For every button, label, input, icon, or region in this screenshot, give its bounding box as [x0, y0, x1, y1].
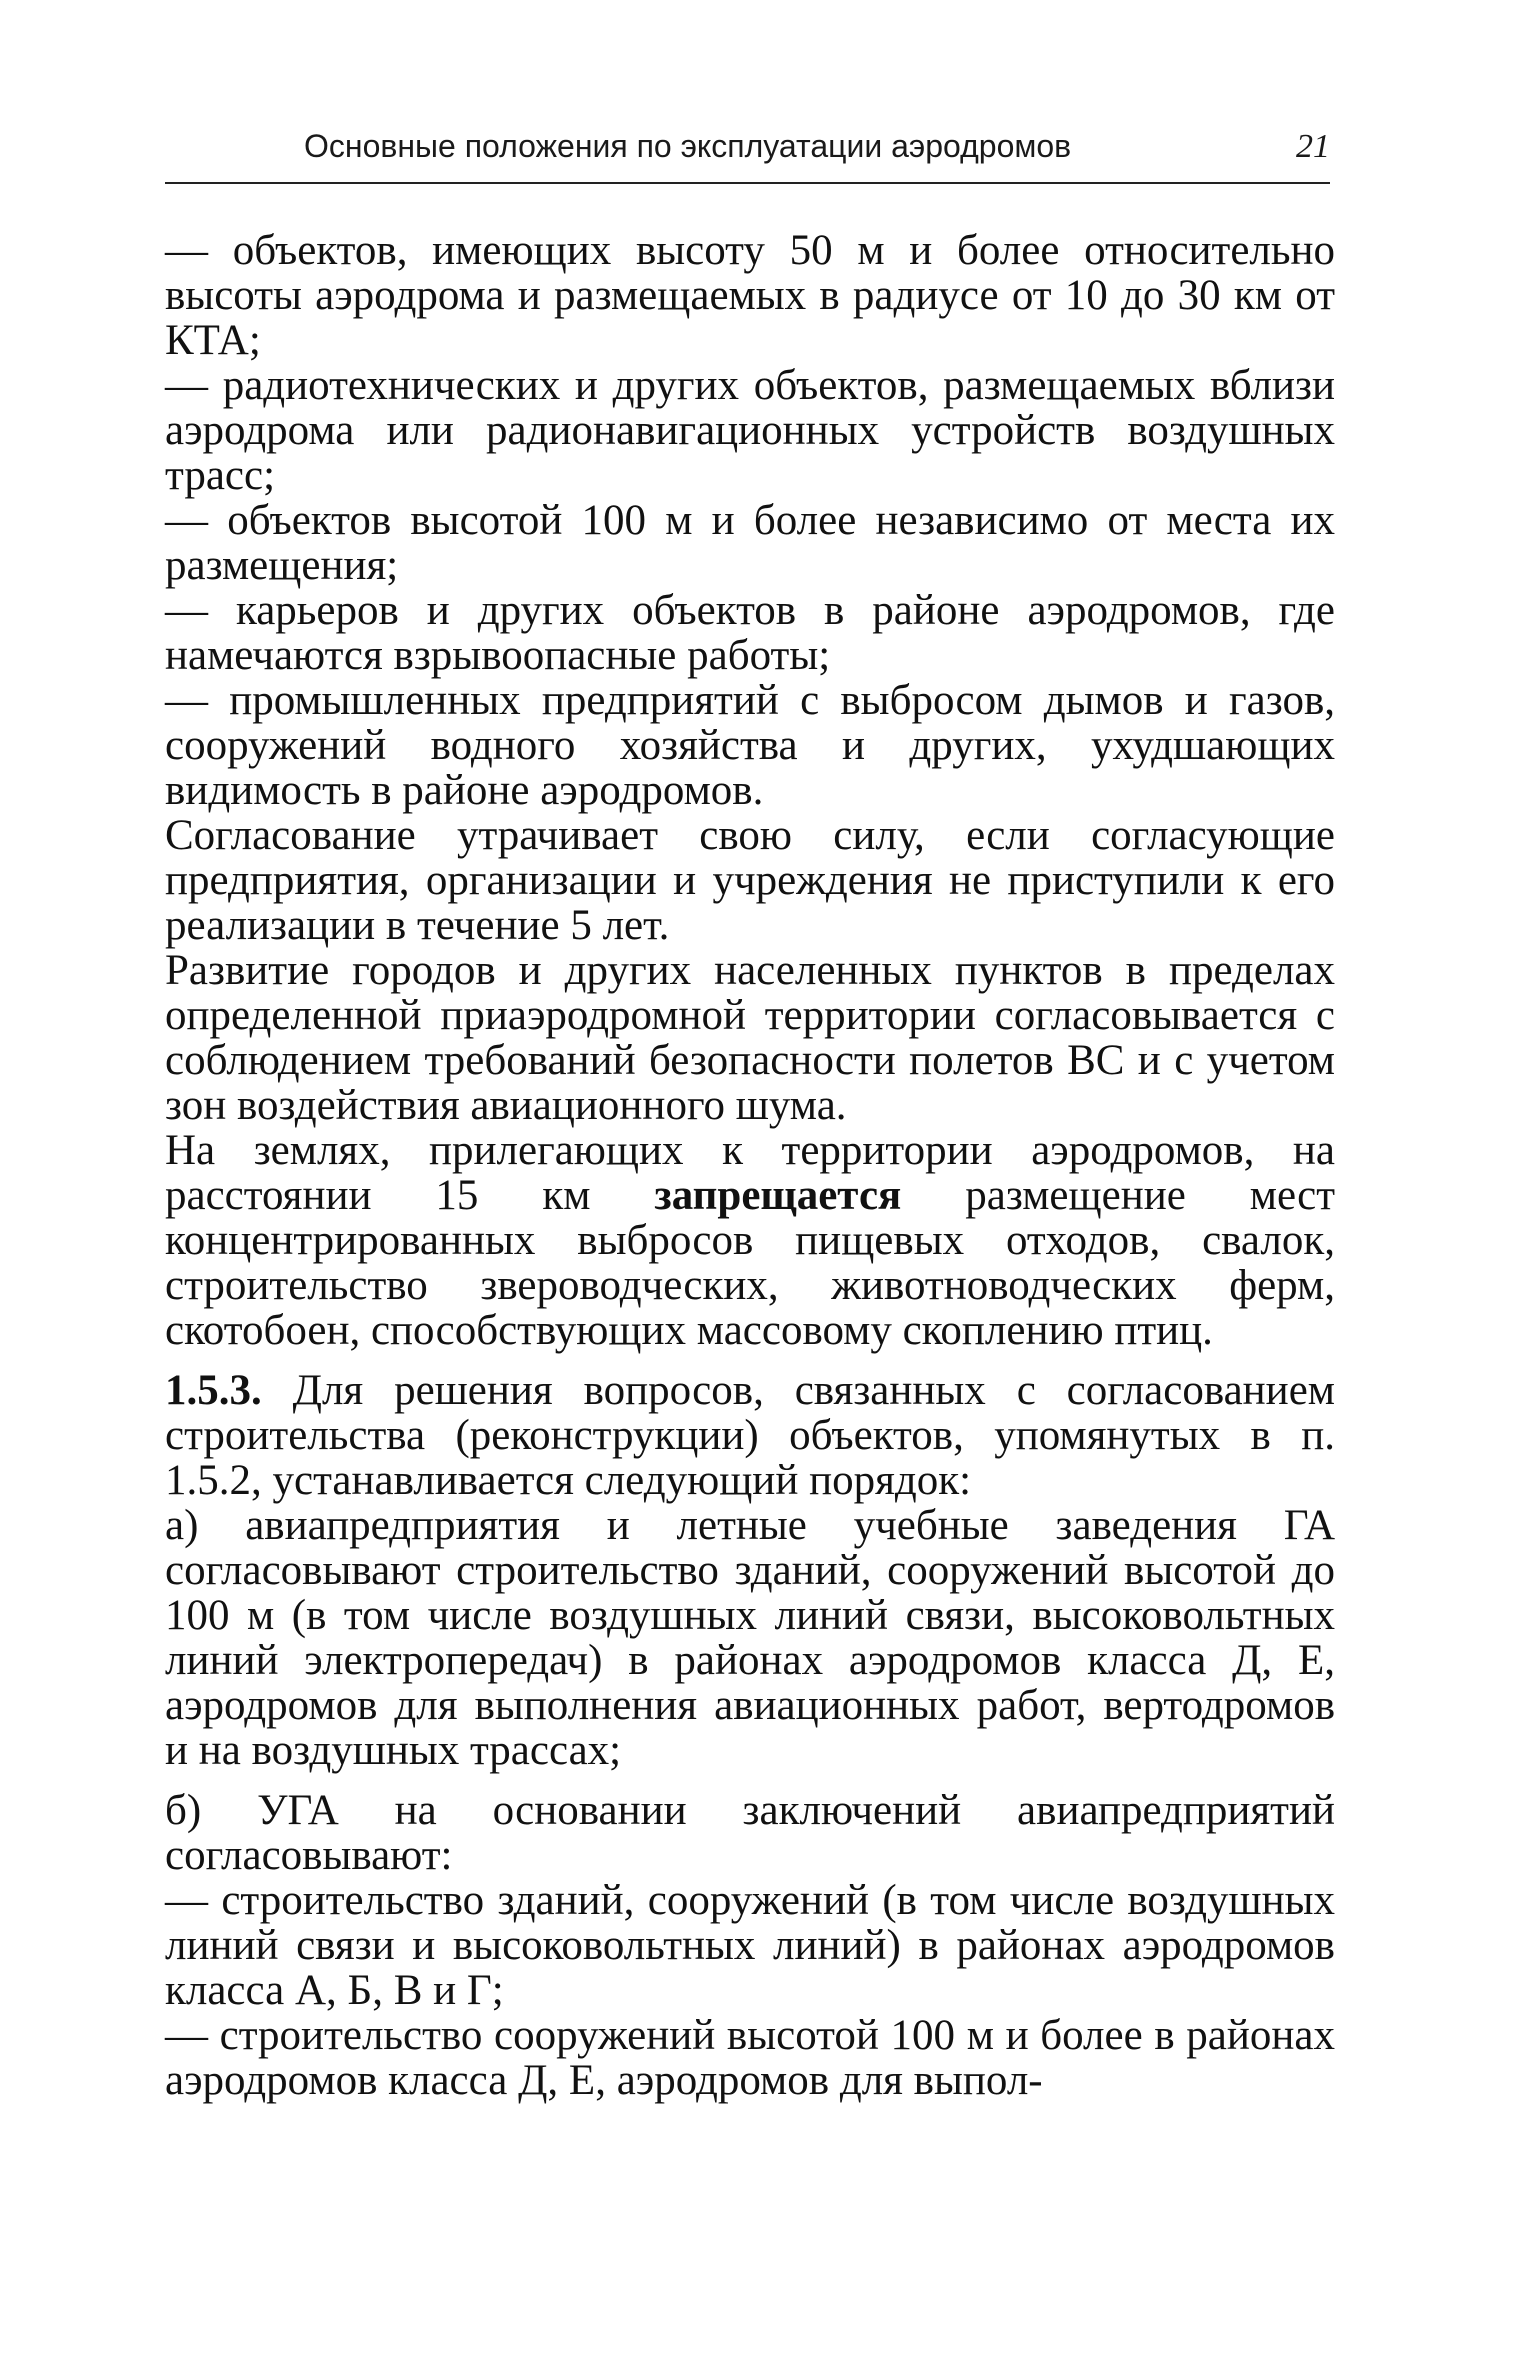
paragraph-item-b: б) УГА на основании заключений авиапредприятий согласовывают:	[165, 1787, 1335, 1879]
paragraph-prohibition	[165, 1128, 1335, 1353]
paragraph-item-5: — промышленных предприятий с выбросом дымов и газов, сооружений водного хозяйства и других, ухудшающих видимость в районе аэродромов.	[165, 677, 1335, 814]
prohibition-keyword: запрещается	[654, 1172, 902, 1219]
paragraph-section-1-5-3	[165, 1368, 1335, 1503]
paragraph-subitem-2: — строительство сооружений высотой 100 м и более в районах аэродромов класса Д, Е, аэродромов для выпол-	[165, 2012, 1335, 2104]
running-title: Основные положения по эксплуатации аэродромов	[304, 128, 1072, 164]
paragraph-item-1: — объектов, имеющих высоту 50 м и более относительно высоты аэродрома и размещаемых в радиусе от 10 до 30 км от КТА;	[165, 227, 1335, 364]
paragraph-item-3: — объектов высотой 100 м и более независимо от места их размещения;	[165, 497, 1335, 589]
paragraph-agreement-validity: Согласование утрачивает свою силу, если согласующие предприятия, организации и учреждения не приступили к его реализации в течение 5 лет.	[165, 812, 1335, 949]
prohibition-text-end: размещение мест концентрированных выбросов пищевых отходов, свалок, строительство звероводческих, животноводческих ферм, скотобоен, способствующих массовому скоплению птиц.	[165, 1172, 1335, 1354]
paragraph-city-development: Развитие городов и других населенных пунктов в пределах определенной приаэродромной территории согласовывается с соблюдением требований безопасности полетов ВС и с учетом зон воздействия авиационного шума.	[165, 947, 1335, 1129]
body-text	[165, 228, 1335, 2103]
paragraph-subitem-1: — строительство зданий, сооружений (в том числе воздушных линий связи и высоковольтных линий) в районах аэродромов класса А, Б, В и Г;	[165, 1877, 1335, 2014]
header-rule	[165, 182, 1330, 184]
page-number: 21	[1296, 128, 1330, 165]
prohibition-text-start: На землях, прилегающих к территории аэродромов, на расстоянии 15 км	[165, 1127, 1335, 1219]
running-head	[160, 128, 1330, 180]
paragraph-item-2: — радиотехнических и других объектов, размещаемых вблизи аэродрома или радионавигационных устройств воздушных трасс;	[165, 362, 1335, 499]
paragraph-item-a: а) авиапредприятия и летные учебные заведения ГА согласовывают строительство зданий, сооружений высотой до 100 м (в том числе воздушных линий связи, высоковольтных линий электропередач) в районах аэродромов класса Д, Е, аэродромов для выполнения авиационных работ, вертодромов и на воздушных трассах;	[165, 1502, 1335, 1774]
paragraph-item-4: — карьеров и других объектов в районе аэродромов, где намечаются взрывоопасные работы;	[165, 587, 1335, 679]
section-text: Для решения вопросов, связанных с согласованием строительства (реконструкции) объектов, упомянутых в п. 1.5.2, устанавливается следующий порядок:	[165, 1367, 1335, 1504]
section-number: 1.5.3.	[165, 1367, 262, 1414]
